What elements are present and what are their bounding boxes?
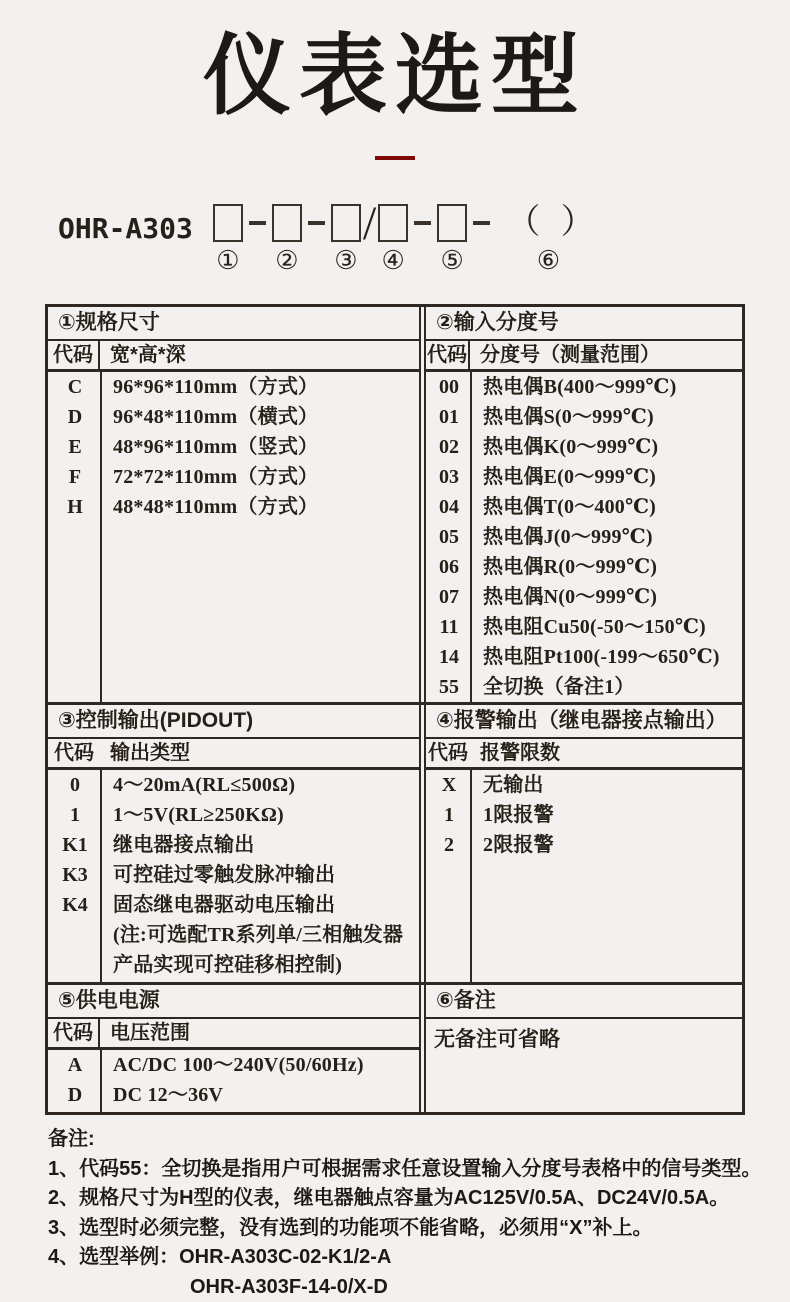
model-slot-3	[331, 204, 361, 274]
row-desc: (注:可选配TR系列单/三相触发器	[113, 924, 404, 947]
row-desc: 热电阻Cu50(-50～150℃)	[483, 616, 706, 639]
row-desc: 热电阻Pt100(-199～650℃)	[483, 646, 720, 669]
table-row	[48, 890, 419, 920]
row-desc: 48*96*110mm（竖式）	[113, 436, 319, 459]
row-desc: 48*48*110mm（方式）	[113, 496, 319, 519]
table-row	[426, 612, 742, 642]
row-desc: 热电偶N(0～999℃)	[483, 586, 658, 609]
table-row	[48, 1080, 419, 1110]
section-1-rows	[48, 372, 419, 702]
row-code: 00	[439, 376, 459, 399]
row-desc: 热电偶B(400～999℃)	[483, 376, 677, 399]
model-slot-box-4	[378, 204, 408, 242]
row-code: E	[68, 436, 82, 459]
table-row	[426, 492, 742, 522]
row-code: 01	[439, 406, 459, 429]
footnote-example-line2: OHR-A303F-14-0/X-D	[190, 1275, 388, 1298]
model-code-line	[58, 197, 790, 276]
table-row	[426, 522, 742, 552]
table-row	[426, 770, 742, 800]
table-row	[48, 830, 419, 860]
model-paren-group: （ ）	[506, 204, 601, 242]
row-desc: DC 12～36V	[113, 1084, 224, 1107]
section-spec-size	[48, 307, 421, 702]
separator-dash-1	[249, 221, 266, 225]
column-header-2	[426, 341, 742, 372]
footnote-item: 3、选型时必须完整，没有选到的功能项不能省略，必须用“X”补上。	[48, 1216, 653, 1239]
model-slot-box-5	[437, 204, 467, 242]
col-header-code: 代码	[48, 341, 100, 369]
col-header-code: 代码	[54, 742, 94, 765]
footnote-item: 2、规格尺寸为H型的仪表，继电器触点容量为AC125V/0.5A、DC24V/0.5A。	[48, 1187, 730, 1210]
page-title: 仪表选型	[202, 26, 587, 125]
row-code: K1	[62, 834, 88, 857]
col-header-desc: 输出类型	[110, 742, 190, 765]
selection-table	[45, 304, 745, 1115]
table-row	[426, 642, 742, 672]
slot-number-3: ③	[334, 246, 358, 276]
footnote-item: 4、选型举例：OHR-A303C-02-K1/2-A	[48, 1246, 392, 1269]
section-title-4: ④报警输出（继电器接点输出）	[426, 705, 742, 739]
section-title-1: ①规格尺寸	[48, 307, 419, 341]
col-header-desc: 电压范围	[110, 1022, 190, 1045]
model-prefix: OHR-A303	[58, 212, 193, 246]
row-desc: 产品实现可控硅移相控制)	[113, 954, 343, 977]
table-row	[426, 582, 742, 612]
separator-dash-3	[414, 221, 431, 225]
row-code: 14	[439, 646, 459, 669]
column-header-3	[48, 739, 419, 770]
slot-number-1: ①	[216, 246, 240, 276]
table-band-2	[48, 702, 742, 982]
row-desc: 无输出	[483, 774, 544, 797]
footnote-item: 1、代码55：全切换是指用户可根据需求任意设置输入分度号表格中的信号类型。	[48, 1157, 762, 1180]
section-alarm-output	[424, 705, 742, 982]
table-row	[48, 492, 419, 522]
model-slot-6	[496, 204, 601, 274]
section-2-rows	[426, 372, 742, 702]
column-header-4	[426, 739, 742, 770]
table-row	[426, 552, 742, 582]
model-slot-box-3	[331, 204, 361, 242]
row-code: D	[67, 1084, 83, 1107]
table-row	[48, 860, 419, 890]
col-header-code: 代码	[428, 742, 468, 765]
row-desc: 热电偶K(0～999℃)	[483, 436, 659, 459]
table-row	[426, 372, 742, 402]
model-slot-box-1	[213, 204, 243, 242]
model-slot-4	[378, 204, 408, 274]
section-title-3: ③控制输出(PIDOUT)	[48, 705, 419, 739]
col-header-desc: 宽*高*深	[110, 344, 186, 367]
col-header-code: 代码	[48, 1019, 100, 1047]
section-remarks	[424, 985, 742, 1112]
row-code: 55	[439, 676, 459, 699]
section-title-2: ②输入分度号	[426, 307, 742, 341]
section-5-rows	[48, 1050, 419, 1112]
section-control-output	[48, 705, 421, 982]
row-code: 02	[439, 436, 459, 459]
section-4-rows	[426, 770, 742, 982]
row-desc: 4～20mA(RL≤500Ω)	[113, 774, 296, 797]
row-code	[48, 920, 102, 950]
table-row	[426, 672, 742, 702]
row-code: K4	[62, 894, 88, 917]
title-accent-dash	[375, 156, 415, 160]
table-row	[426, 800, 742, 830]
row-code: F	[68, 466, 82, 489]
separator-dash-2	[308, 221, 325, 225]
model-slot-box-2	[272, 204, 302, 242]
row-desc: 96*48*110mm（横式）	[113, 406, 319, 429]
row-code: A	[67, 1054, 83, 1077]
table-row	[48, 402, 419, 432]
footnotes	[0, 1115, 790, 1302]
row-code: 03	[439, 466, 459, 489]
row-desc: 72*72*110mm（方式）	[113, 466, 319, 489]
model-slot-2	[272, 204, 302, 274]
row-desc: 可控硅过零触发脉冲输出	[113, 864, 336, 887]
column-header-1	[48, 341, 419, 372]
slot-number-5: ⑤	[440, 246, 464, 276]
table-row	[48, 770, 419, 800]
row-code: D	[67, 406, 83, 429]
column-header-5	[48, 1019, 419, 1050]
row-code: X	[441, 774, 457, 797]
table-row-note	[48, 920, 419, 950]
table-band-1	[48, 307, 742, 702]
table-row	[48, 1050, 419, 1080]
table-row	[48, 432, 419, 462]
model-slot-1	[213, 204, 243, 274]
section-3-rows	[48, 770, 419, 982]
row-desc: 1限报警	[483, 804, 554, 827]
row-desc: 2限报警	[483, 834, 554, 857]
table-row	[48, 462, 419, 492]
table-row	[426, 402, 742, 432]
section-input-graduation	[424, 307, 742, 702]
row-code: 06	[439, 556, 459, 579]
row-code: 1	[70, 804, 80, 827]
table-row	[426, 462, 742, 492]
row-code: K3	[62, 864, 88, 887]
row-desc: AC/DC 100～240V(50/60Hz)	[113, 1054, 364, 1077]
col-header-desc: 分度号（测量范围）	[480, 344, 660, 367]
footnotes-heading: 备注:	[48, 1128, 95, 1151]
row-code: 04	[439, 496, 459, 519]
row-desc: 热电偶E(0～999℃)	[483, 466, 657, 489]
row-code: 0	[70, 774, 80, 797]
row-code: H	[67, 496, 83, 519]
table-row	[426, 432, 742, 462]
table-row-note	[48, 950, 419, 980]
table-row	[48, 800, 419, 830]
separator-slash: /	[362, 197, 377, 251]
slot-number-6: ⑥	[536, 246, 561, 276]
table-row	[426, 830, 742, 860]
row-code: 1	[444, 804, 454, 827]
row-desc: 1～5V(RL≥250KΩ)	[113, 804, 284, 827]
section-power-supply	[48, 985, 421, 1112]
row-code: 05	[439, 526, 459, 549]
row-desc: 全切换（备注1）	[483, 676, 635, 699]
row-code: 11	[439, 616, 459, 639]
model-slot-5	[437, 204, 467, 274]
row-desc: 96*96*110mm（方式）	[113, 376, 319, 399]
section-title-5: ⑤供电电源	[48, 985, 419, 1019]
table-row	[48, 372, 419, 402]
row-code	[48, 950, 102, 980]
remarks-content: 无备注可省略	[434, 1027, 560, 1052]
row-desc: 固态继电器驱动电压输出	[113, 894, 336, 917]
row-desc: 热电偶R(0～999℃)	[483, 556, 658, 579]
slot-number-4: ④	[381, 246, 405, 276]
slot-number-2: ②	[275, 246, 299, 276]
row-code: 2	[444, 834, 454, 857]
row-desc: 热电偶T(0～400℃)	[483, 496, 657, 519]
col-header-desc: 报警限数	[480, 742, 560, 765]
row-code: C	[67, 376, 83, 399]
section-title-6: ⑥备注	[426, 985, 742, 1019]
row-desc: 热电偶S(0～999℃)	[483, 406, 654, 429]
table-band-3	[48, 982, 742, 1112]
separator-dash-4	[473, 221, 490, 225]
row-desc: 继电器接点输出	[113, 834, 255, 857]
row-desc: 热电偶J(0～999℃)	[483, 526, 653, 549]
col-header-code: 代码	[426, 341, 470, 369]
row-code: 07	[439, 586, 459, 609]
